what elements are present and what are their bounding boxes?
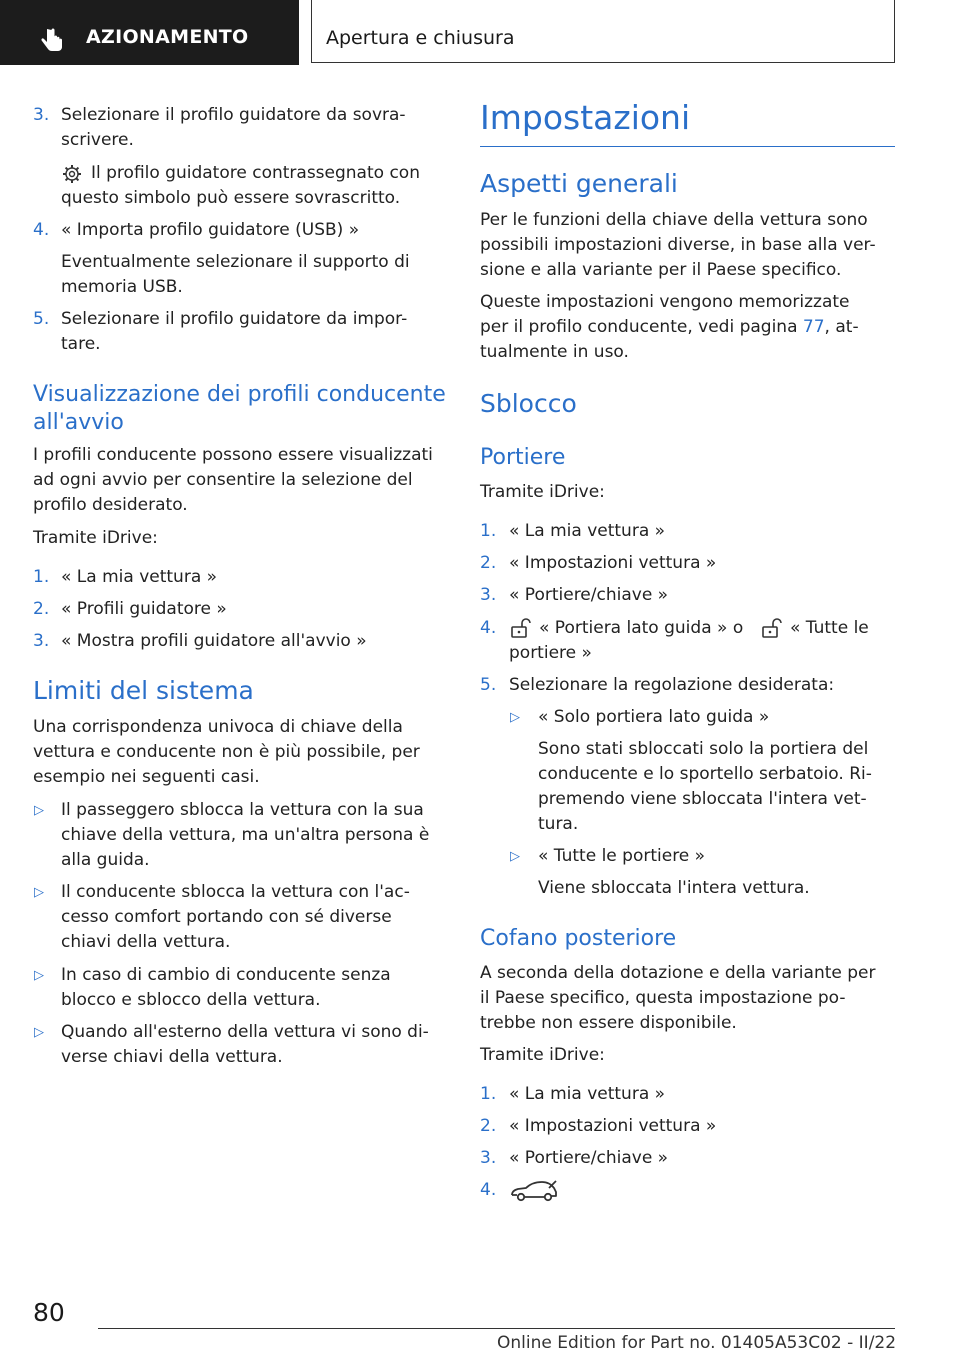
paragraph: il Paese specifico, questa impostazione po-	[480, 988, 846, 1008]
bullet-detail: conducente e lo sportello serbatoio. Ri-	[538, 764, 872, 784]
list-number: 3.	[33, 105, 50, 125]
heading-visualizzazione: Visualizzazione dei profili conducente	[33, 382, 446, 407]
heading-sblocco: Sblocco	[480, 389, 577, 418]
bullet-icon: ▷	[510, 710, 520, 725]
paragraph: trebbe non essere disponibile.	[480, 1013, 737, 1033]
list-item-text: « Mostra profili guidatore all'avvio »	[61, 631, 367, 651]
paragraph: esempio nei seguenti casi.	[33, 767, 260, 787]
footer-rule	[98, 1328, 895, 1329]
bullet-text: Il conducente sblocca la vettura con l'ac-	[61, 882, 410, 902]
heading-impostazioni: Impostazioni	[480, 98, 691, 137]
gear-icon	[61, 163, 83, 185]
list-item-text: « La mia vettura »	[61, 567, 218, 587]
paragraph: Queste impostazioni vengono memorizzate	[480, 292, 850, 312]
bullet-text: blocco e sblocco della vettura.	[61, 990, 321, 1010]
paragraph: Per le funzioni della chiave della vettura sono	[480, 210, 868, 230]
paragraph: possibili impostazioni diverse, in base alla ver-	[480, 235, 876, 255]
paragraph: I profili conducente possono essere visualizzati	[33, 445, 433, 465]
unlock-driver-door-icon	[509, 617, 531, 639]
bullet-detail: tura.	[538, 814, 579, 834]
paragraph: tualmente in uso.	[480, 342, 629, 362]
heading-aspetti: Aspetti generali	[480, 169, 678, 198]
list-number: 2.	[33, 599, 50, 619]
list-item-text: « Impostazioni vettura »	[509, 1116, 717, 1136]
list-number: 3.	[480, 1148, 497, 1168]
list-item-text: « La mia vettura »	[509, 1084, 666, 1104]
bullet-icon: ▷	[510, 849, 520, 864]
bullet-text: cesso comfort portando con sé diverse	[61, 907, 392, 927]
list-item-text: Eventualmente selezionare il supporto di	[61, 252, 410, 272]
list-number: 2.	[480, 553, 497, 573]
list-item-text: scrivere.	[61, 130, 134, 150]
note-text: Il profilo guidatore contrassegnato con	[91, 163, 420, 183]
list-item-text: « Portiere/chiave »	[509, 585, 669, 605]
paragraph: Tramite iDrive:	[33, 528, 158, 548]
bullet-text: In caso di cambio di conducente senza	[61, 965, 391, 985]
bullet-detail: Sono stati sbloccati solo la portiera del	[538, 739, 869, 759]
heading-rule	[480, 146, 895, 147]
heading-cofano: Cofano posteriore	[480, 926, 677, 951]
list-number: 4.	[33, 220, 50, 240]
list-item-text: « Profili guidatore »	[61, 599, 227, 619]
paragraph: A seconda della dotazione e della variante per	[480, 963, 876, 983]
heading-portiere: Portiere	[480, 445, 566, 470]
paragraph: Tramite iDrive:	[480, 1045, 605, 1065]
bullet-icon: ▷	[34, 968, 44, 983]
list-number: 1.	[33, 567, 50, 587]
section-header	[0, 0, 299, 65]
list-number: 2.	[480, 1116, 497, 1136]
list-item-text: Selezionare il profilo guidatore da sovra-	[61, 105, 406, 125]
bullet-text: Il passeggero sblocca la vettura con la sua	[61, 800, 424, 820]
list-item-text: memoria USB.	[61, 277, 183, 297]
list-number: 1.	[480, 1084, 497, 1104]
paragraph: profilo desiderato.	[33, 495, 188, 515]
car-tailgate-icon	[509, 1178, 559, 1204]
list-item-text: « La mia vettura »	[509, 521, 666, 541]
heading-limiti: Limiti del sistema	[33, 676, 254, 705]
list-number: 1.	[480, 521, 497, 541]
bullet-text: « Tutte le portiere »	[538, 846, 706, 866]
bullet-text: verse chiavi della vettura.	[61, 1047, 283, 1067]
bullet-icon: ▷	[34, 885, 44, 900]
unlock-all-doors-icon	[760, 617, 782, 639]
heading-visualizzazione: all'avvio	[33, 410, 124, 435]
list-item-text: Selezionare il profilo guidatore da impor-	[61, 309, 408, 329]
paragraph	[480, 315, 859, 340]
list-item-text: « Impostazioni vettura »	[509, 553, 717, 573]
bullet-text: chiavi della vettura.	[61, 932, 231, 952]
paragraph: sione e alla variante per il Paese specifico.	[480, 260, 842, 280]
note-text: questo simbolo può essere sovrascritto.	[61, 188, 401, 208]
bullet-icon: ▷	[34, 1025, 44, 1040]
list-item-text: « Importa profilo guidatore (USB) »	[61, 220, 360, 240]
list-item-text: portiere »	[509, 643, 592, 663]
list-item-text: tare.	[61, 334, 101, 354]
list-number: 4.	[480, 1180, 497, 1200]
list-item-text: « Portiera lato guida » o	[539, 618, 744, 638]
bullet-icon: ▷	[34, 803, 44, 818]
section-title: AZIONAMENTO	[86, 26, 249, 48]
bullet-detail: premendo viene sbloccata l'intera vet-	[538, 789, 867, 809]
list-item-text: « Tutte le	[790, 618, 869, 638]
list-number: 3.	[33, 631, 50, 651]
paragraph: vettura e conducente non è più possibile, per	[33, 742, 420, 762]
edition-info: Online Edition for Part no. 01405A53C02 - II/22	[497, 1333, 897, 1353]
list-number: 4.	[480, 618, 497, 638]
bullet-text: chiave della vettura, ma un'altra persona è	[61, 825, 430, 845]
list-number: 5.	[33, 309, 50, 329]
chapter-title: Apertura e chiusura	[326, 27, 515, 49]
bullet-detail: Viene sbloccata l'intera vettura.	[538, 878, 810, 898]
page-number: 80	[33, 1298, 65, 1327]
bullet-text: « Solo portiera lato guida »	[538, 707, 770, 727]
bullet-text: Quando all'esterno della vettura vi sono di-	[61, 1022, 429, 1042]
list-item-text: « Portiere/chiave »	[509, 1148, 669, 1168]
paragraph: ad ogni avvio per consentire la selezione del	[33, 470, 413, 490]
paragraph: Tramite iDrive:	[480, 482, 605, 502]
chapter-header	[311, 0, 895, 63]
bullet-text: alla guida.	[61, 850, 150, 870]
list-number: 3.	[480, 585, 497, 605]
list-item-text: Selezionare la regolazione desiderata:	[509, 675, 835, 695]
paragraph-text: per il profilo conducente, vedi pagina	[480, 317, 803, 337]
paragraph: Una corrispondenza univoca di chiave della	[33, 717, 403, 737]
page-link[interactable]: 77	[802, 317, 825, 337]
paragraph-text: , at-	[824, 317, 859, 337]
list-number: 5.	[480, 675, 497, 695]
hand-pointer-icon	[38, 26, 66, 54]
